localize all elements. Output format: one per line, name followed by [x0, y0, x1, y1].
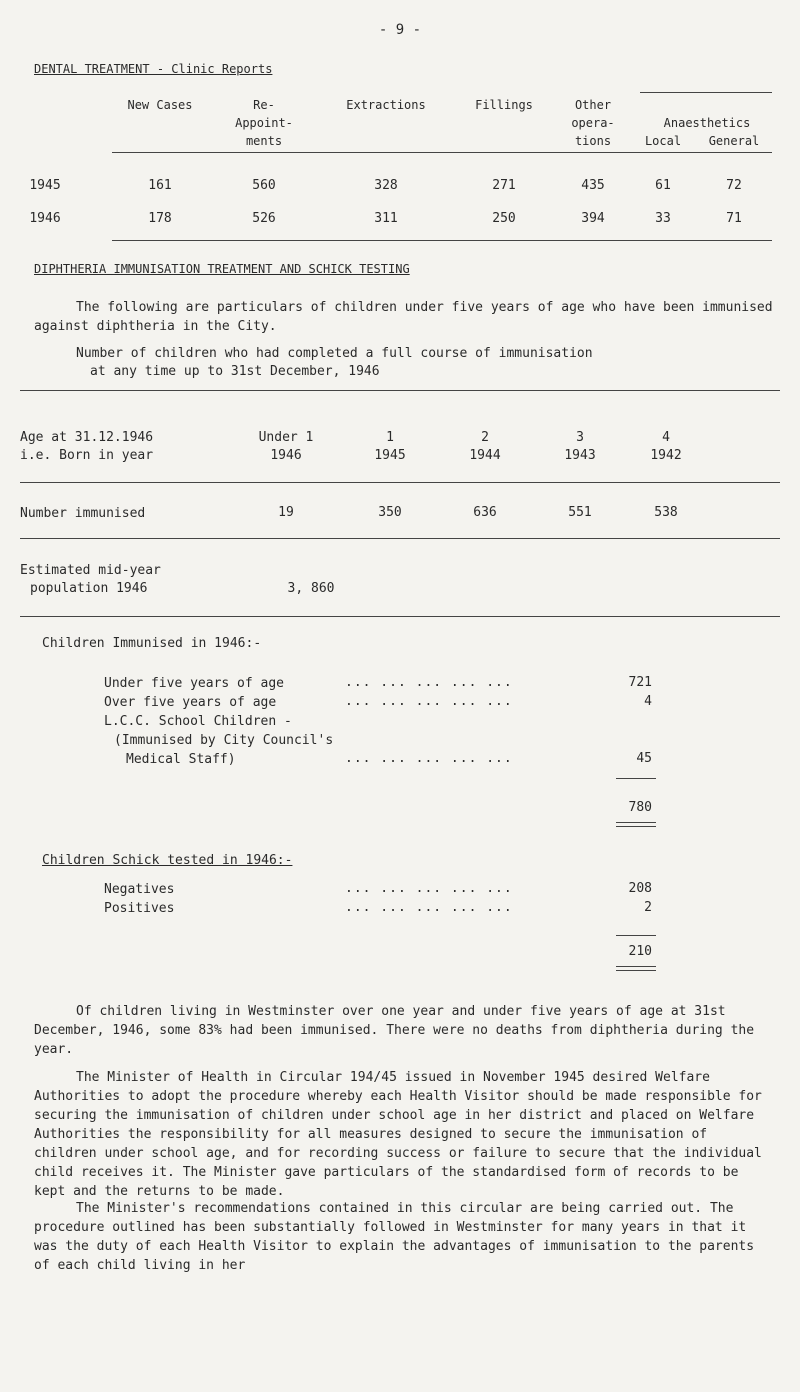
born-year: 1942	[650, 448, 682, 463]
list-item-value: 721	[628, 675, 652, 690]
dot-leader: ... ... ... ... ...	[345, 751, 513, 766]
age-col-4	[626, 429, 706, 465]
cell-new-cases: 178	[148, 211, 172, 226]
age-label-line2: i.e. Born in year	[20, 448, 154, 463]
total-double-rule	[616, 966, 656, 971]
cell-extractions: 328	[374, 178, 398, 193]
dot-leader: ... ... ... ... ...	[345, 694, 513, 709]
cell-extractions: 311	[374, 211, 398, 226]
born-year: 1946	[270, 448, 302, 463]
list-item-value: 2	[644, 900, 652, 915]
cell-local: 33	[655, 211, 671, 226]
age-col-1	[350, 429, 430, 465]
table-row-rule	[20, 482, 780, 483]
table-top-rule	[20, 390, 780, 391]
age-value: 4	[662, 430, 670, 445]
sum-rule	[616, 778, 656, 779]
caption-line2: at any time up to 31st December, 1946	[90, 364, 380, 379]
dental-heading: DENTAL TREATMENT - Clinic Reports	[34, 62, 273, 76]
list-item-value: 4	[644, 694, 652, 709]
paragraph: The Minister's recommendations contained in this circular are being carried out. The procedure outlined has been substantially followed in Westminster for many years in that it was the duty of each Health Visitor to explain the advantages of immunisation to the parents of each child living in her	[34, 1201, 755, 1273]
table-bottom-rule	[20, 616, 780, 617]
schick-total: 210	[628, 944, 652, 959]
col-reappointments-line3: ments	[245, 134, 283, 148]
diphtheria-heading: DIPHTHERIA IMMUNISATION TREATMENT AND SCHICK TESTING	[34, 262, 410, 276]
immunised-total: 780	[628, 800, 652, 815]
list-item-value: 45	[636, 751, 652, 766]
col-reappointments	[220, 96, 308, 150]
table-row-rule	[20, 538, 780, 539]
row-year: 1945	[29, 178, 61, 193]
col-other-line2: opera-	[571, 116, 615, 130]
population-label-line2: population 1946	[30, 581, 148, 596]
list-item-label: Under five years of age	[104, 676, 285, 691]
paragraph: The Minister of Health in Circular 194/45 issued in November 1945 desired Welfare Authorities to adopt the procedure whereby each Health Visitor should be made responsible for securing the immunisation of children under school age in her district and placed on Welfare Authorities the responsibility for all measures designed to secure the immunisation of children under school age, and for recording success or failure to secure that the individual child receives it. The Minister gave particulars of the standardised form of records to be kept and the returns to be made.	[34, 1070, 762, 1199]
immunisation-table-caption	[76, 345, 593, 381]
population-value: 3, 860	[287, 581, 335, 596]
cell-local: 61	[655, 178, 671, 193]
col-other-operations	[558, 96, 628, 150]
cell-other: 435	[581, 178, 605, 193]
immunised-4: 538	[654, 505, 678, 520]
row-year: 1946	[29, 211, 61, 226]
col-fillings: Fillings	[475, 98, 533, 112]
list-item-label: Negatives	[104, 882, 175, 897]
col-other-line1: Other	[574, 98, 612, 112]
list-item-label: (Immunised by City Council's	[114, 733, 334, 748]
col-local: Local	[644, 134, 682, 148]
number-immunised-label: Number immunised	[20, 506, 146, 521]
col-general: General	[708, 134, 760, 148]
dot-leader: ... ... ... ... ...	[345, 900, 513, 915]
age-label-line1: Age at 31.12.1946	[20, 430, 154, 445]
immunised-1946-heading: Children Immunised in 1946:-	[42, 636, 262, 651]
cell-other: 394	[581, 211, 605, 226]
cell-reappointments: 526	[252, 211, 276, 226]
immunised-under1: 19	[278, 505, 294, 520]
immunised-2: 636	[473, 505, 497, 520]
paragraph: Of children living in Westminster over one year and under five years of age at 31st December, 1946, some 83% had been immunised. There were no deaths from diphtheria during the year.	[34, 1004, 755, 1057]
cell-fillings: 250	[492, 211, 516, 226]
born-year: 1945	[374, 448, 406, 463]
caption-line1: Number of children who had completed a full course of immunisation	[76, 346, 593, 361]
list-item-label: Positives	[104, 901, 175, 916]
page-number: - 9 -	[378, 22, 422, 38]
immunised-1: 350	[378, 505, 402, 520]
col-anaesthetics: Anaesthetics	[663, 116, 751, 130]
age-col-3	[540, 429, 620, 465]
col-reappointments-line1: Re-	[253, 98, 275, 112]
population-label	[20, 562, 161, 598]
list-item-value: 208	[628, 881, 652, 896]
sum-rule	[616, 935, 656, 936]
cell-general: 72	[726, 178, 742, 193]
list-item-label: Medical Staff)	[126, 752, 236, 767]
dot-leader: ... ... ... ... ...	[345, 881, 513, 896]
age-col-2	[440, 429, 530, 465]
cell-reappointments: 560	[252, 178, 276, 193]
col-reappointments-line2: Appoint-	[235, 116, 293, 130]
age-value: 3	[576, 430, 584, 445]
dot-leader: ... ... ... ... ...	[345, 675, 513, 690]
anaesthetics-top-rule	[640, 92, 772, 93]
col-new-cases: New Cases	[127, 98, 193, 112]
age-label	[20, 429, 153, 465]
age-value: Under 1	[258, 430, 314, 445]
age-value: 1	[386, 430, 394, 445]
list-item-label: Over five years of age	[104, 695, 277, 710]
dental-bottom-rule	[112, 240, 772, 241]
list-item-label: L.C.C. School Children -	[104, 714, 292, 729]
cell-new-cases: 161	[148, 178, 172, 193]
diphtheria-intro: The following are particulars of children under five years of age who have been immunised against diphtheria in the City.	[34, 300, 773, 334]
col-extractions: Extractions	[346, 98, 426, 112]
population-label-line1: Estimated mid-year	[20, 563, 161, 578]
col-other-line3: tions	[574, 134, 612, 148]
immunised-3: 551	[568, 505, 592, 520]
born-year: 1944	[469, 448, 501, 463]
dental-header-rule	[112, 152, 772, 153]
age-value: 2	[481, 430, 489, 445]
cell-fillings: 271	[492, 178, 516, 193]
age-col-under1	[236, 429, 336, 465]
total-double-rule	[616, 822, 656, 827]
cell-general: 71	[726, 211, 742, 226]
schick-heading: Children Schick tested in 1946:-	[42, 853, 293, 868]
born-year: 1943	[564, 448, 596, 463]
